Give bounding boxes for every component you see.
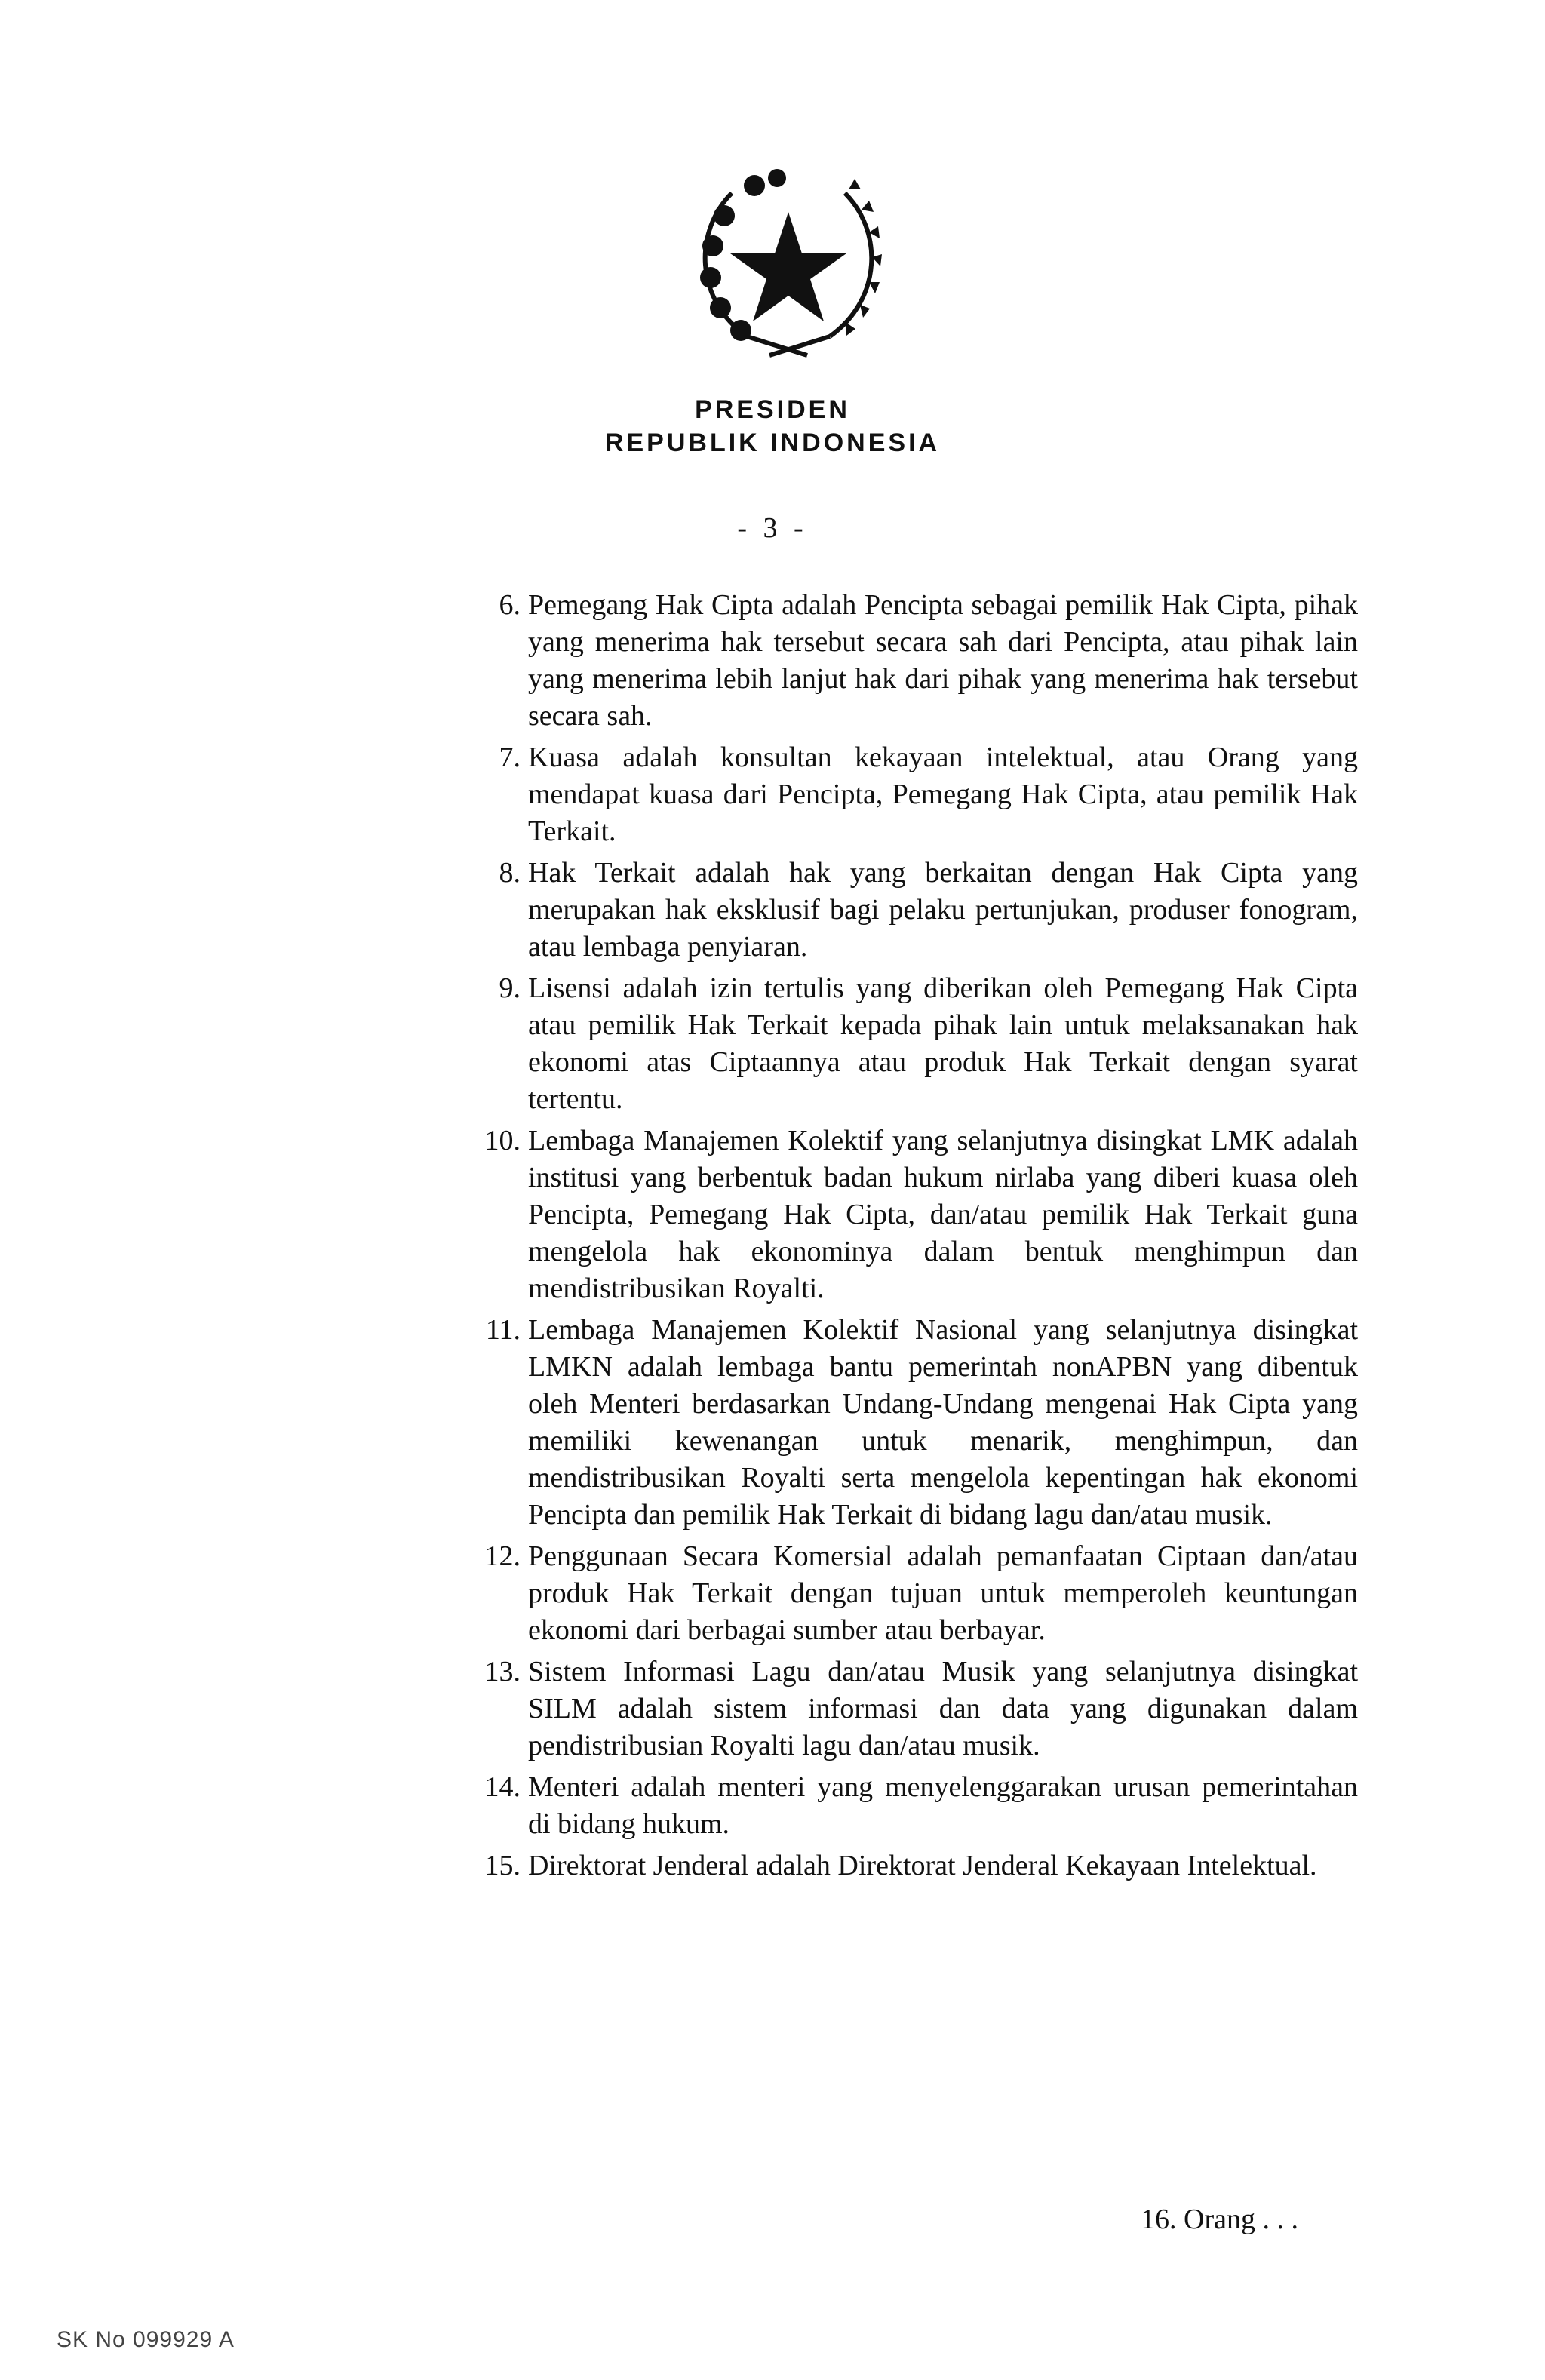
definition-text: Menteri adalah menteri yang menyelenggarakan urusan pemerintahan di bidang hukum. (528, 1771, 1358, 1840)
definition-number: 8. (499, 857, 521, 889)
definition-text: Lembaga Manajemen Kolektif yang selanjutnya disingkat LMK adalah institusi yang berbentuk badan hukum nirlaba yang diberi kuasa oleh Pencipta, Pemegang Hak Cipta, dan/atau pemilik Hak Terkait guna mengelola hak ekonominya dalam bentuk menghimpun dan mendistribusikan Royalti. (528, 1125, 1358, 1304)
document-code: SK No 099929 A (57, 2327, 235, 2352)
definition-text: Lisensi adalah izin tertulis yang diberikan oleh Pemegang Hak Cipta atau pemilik Hak Terkait kepada pihak lain untuk melaksanakan hak ekonomi atas Ciptaannya atau produk Hak Terkait dengan syarat tertentu. (528, 972, 1358, 1115)
definition-text: Lembaga Manajemen Kolektif Nasional yang selanjutnya disingkat LMKN adalah lembaga bantu pemerintah nonAPBN yang dibentuk oleh Menteri berdasarkan Undang-Undang mengenai Hak Cipta yang memiliki kewenangan untuk menarik, menghimpun, dan mendistribusikan Royalti serta mengelola kepentingan hak ekonomi Pencipta dan pemilik Hak Terkait di bidang lagu dan/atau musik. (528, 1314, 1358, 1531)
definition-number: 9. (499, 972, 521, 1004)
definition-number: 6. (499, 589, 521, 621)
definition-item (453, 1654, 1358, 1764)
continuation-catchword: 16. Orang . . . (1141, 2203, 1298, 2235)
definition-number: 15. (484, 1850, 521, 1881)
header-title-presiden: PRESIDEN (695, 395, 850, 424)
definition-item (453, 739, 1358, 850)
definition-text: Sistem Informasi Lagu dan/atau Musik yang selanjutnya disingkat SILM adalah sistem informasi dan data yang digunakan dalam pendistribusian Royalti lagu dan/atau musik. (528, 1656, 1358, 1761)
definition-number: 10. (484, 1125, 521, 1156)
definition-number: 7. (499, 742, 521, 773)
definition-text: Kuasa adalah konsultan kekayaan intelektual, atau Orang yang mendapat kuasa dari Pencipta, Pemegang Hak Cipta, atau pemilik Hak Terkait. (528, 742, 1358, 847)
definition-number: 11. (485, 1314, 521, 1346)
definition-text: Hak Terkait adalah hak yang berkaitan dengan Hak Cipta yang merupakan hak eksklusif bagi pelaku pertunjukan, produser fonogram, atau lembaga penyiaran. (528, 857, 1358, 963)
definition-item (453, 1769, 1358, 1843)
definition-text: Penggunaan Secara Komersial adalah pemanfaatan Ciptaan dan/atau produk Hak Terkait dengan tujuan untuk memperoleh keuntungan ekonomi dari berbagai sumber atau berbayar. (528, 1540, 1358, 1646)
definition-item (453, 970, 1358, 1118)
header-title-republik: REPUBLIK INDONESIA (604, 428, 941, 457)
definition-item (453, 1847, 1358, 1884)
definitions-list (453, 587, 1358, 1889)
definition-item (453, 1312, 1358, 1534)
definition-item (453, 1538, 1358, 1649)
definition-number: 14. (484, 1771, 521, 1803)
definition-number: 13. (484, 1656, 521, 1687)
definition-item (453, 1122, 1358, 1307)
definition-item (453, 587, 1358, 735)
definition-text: Direktorat Jenderal adalah Direktorat Jenderal Kekayaan Intelektual. (528, 1850, 1317, 1881)
definition-number: 12. (484, 1540, 521, 1572)
page-number: - 3 - (737, 512, 808, 544)
garuda-star-emblem-icon (679, 148, 898, 374)
definition-item (453, 855, 1358, 966)
definition-text: Pemegang Hak Cipta adalah Pencipta sebagai pemilik Hak Cipta, pihak yang menerima hak tersebut secara sah dari Pencipta, atau pihak lain yang menerima lebih lanjut hak dari pihak yang menerima hak tersebut secara sah. (528, 589, 1358, 732)
